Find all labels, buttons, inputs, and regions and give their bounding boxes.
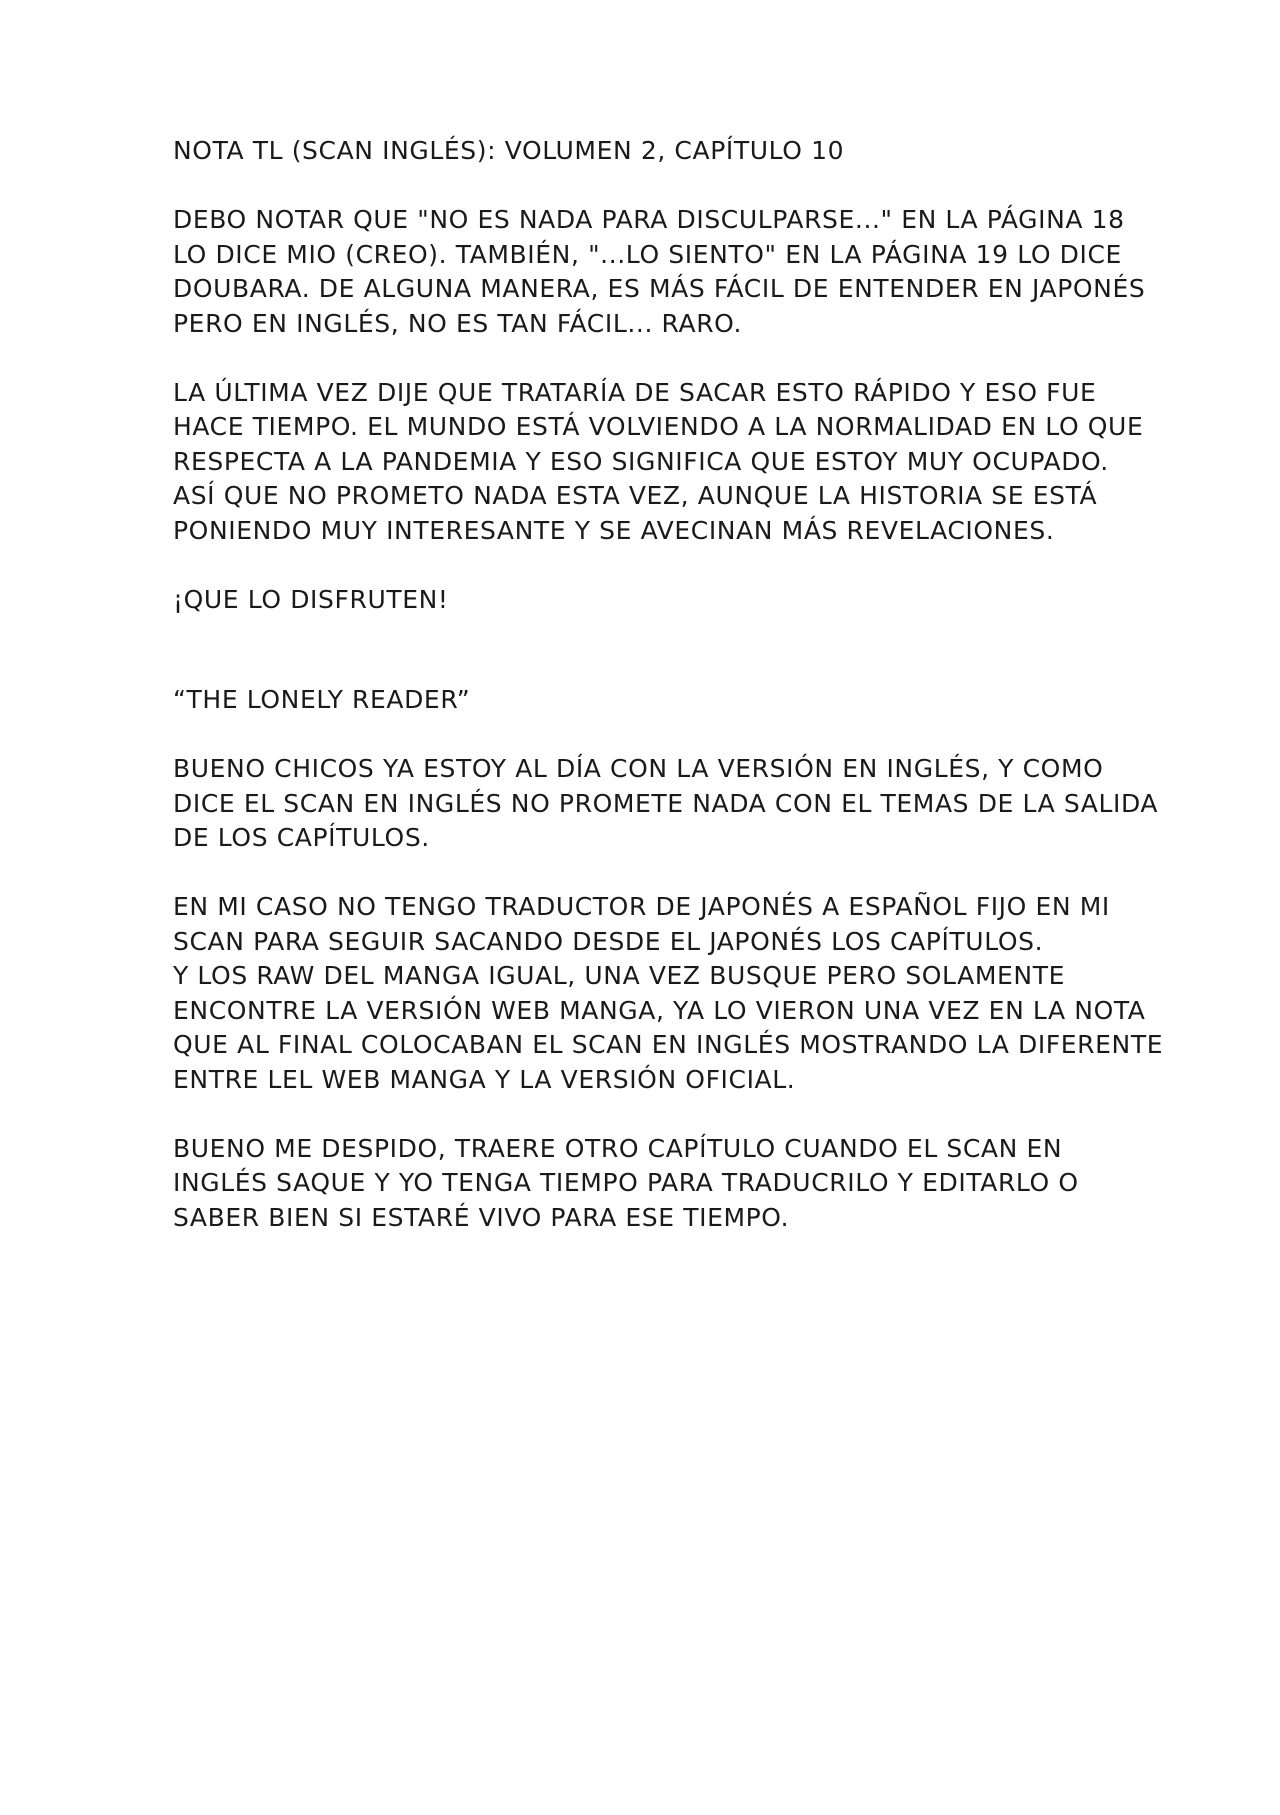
reader-heading bbox=[173, 683, 1123, 718]
text-line: ENCONTRE LA VERSIÓN WEB MANGA, YA LO VIERON UNA VEZ EN LA NOTA bbox=[173, 995, 1146, 1025]
tl-note-heading bbox=[173, 134, 1123, 169]
paragraph-gap bbox=[173, 1097, 1123, 1132]
text-line: DICE EL SCAN EN INGLÉS NO PROMETE NADA CON EL TEMAS DE LA SALIDA bbox=[173, 788, 1159, 818]
text-line: PONIENDO MUY INTERESANTE Y SE AVECINAN MÁS REVELACIONES. bbox=[173, 515, 1055, 545]
paragraph-gap bbox=[173, 718, 1123, 753]
text-line: SCAN PARA SEGUIR SACANDO DESDE EL JAPONÉS LOS CAPÍTULOS. bbox=[173, 926, 1044, 956]
reader-paragraph-3 bbox=[173, 1132, 1123, 1236]
reader-paragraph-1 bbox=[173, 752, 1159, 856]
reader-paragraph-2 bbox=[173, 890, 1164, 1097]
text-line: EN MI CASO NO TENGO TRADUCTOR DE JAPONÉS A ESPAÑOL FIJO EN MI bbox=[173, 892, 1110, 921]
paragraph-gap bbox=[173, 169, 1123, 204]
text-line: SABER BIEN SI ESTARÉ VIVO PARA ESE TIEMPO. bbox=[173, 1202, 790, 1232]
tl-note-paragraph-1 bbox=[173, 203, 1146, 341]
text-line: PERO EN INGLÉS, NO ES TAN FÁCIL... RARO. bbox=[173, 308, 742, 338]
text-line: INGLÉS SAQUE Y YO TENGA TIEMPO PARA TRADUCRILO Y EDITARLO O bbox=[173, 1168, 1079, 1197]
text-line: BUENO ME DESPIDO, TRAERE OTRO CAPÍTULO CUANDO EL SCAN EN bbox=[173, 1133, 1063, 1163]
text-line: RESPECTA A LA PANDEMIA Y ESO SIGNIFICA QUE ESTOY MUY OCUPADO. bbox=[173, 446, 1109, 476]
text-line: ASÍ QUE NO PROMETO NADA ESTA VEZ, AUNQUE LA HISTORIA SE ESTÁ bbox=[173, 481, 1098, 510]
text-line: “THE LONELY READER” bbox=[173, 685, 471, 714]
section-gap bbox=[173, 617, 1123, 683]
paragraph-gap bbox=[173, 548, 1123, 583]
text-line: BUENO CHICOS YA ESTOY AL DÍA CON LA VERSIÓN EN INGLÉS, Y COMO bbox=[173, 754, 1104, 783]
text-line: QUE AL FINAL COLOCABAN EL SCAN EN INGLÉS MOSTRANDO LA DIFERENTE bbox=[173, 1030, 1164, 1059]
text-line: DEBO NOTAR QUE "NO ES NADA PARA DISCULPARSE..." EN LA PÁGINA 18 bbox=[173, 205, 1125, 234]
text-line: DOUBARA. DE ALGUNA MANERA, ES MÁS FÁCIL DE ENTENDER EN JAPONÉS bbox=[173, 274, 1146, 303]
text-line: HACE TIEMPO. EL MUNDO ESTÁ VOLVIENDO A LA NORMALIDAD EN LO QUE bbox=[173, 412, 1144, 441]
text-line: ENTRE LEL WEB MANGA Y LA VERSIÓN OFICIAL. bbox=[173, 1064, 796, 1094]
text-line: LO DICE MIO (CREO). TAMBIÉN, "...LO SIENTO" EN LA PÁGINA 19 LO DICE bbox=[173, 239, 1122, 269]
tl-note-paragraph-2 bbox=[173, 376, 1144, 549]
paragraph-gap bbox=[173, 856, 1123, 891]
paragraph-gap bbox=[173, 341, 1123, 376]
tl-note-sign-off bbox=[173, 583, 1123, 618]
text-line: ¡QUE LO DISFRUTEN! bbox=[173, 584, 449, 614]
text-line: Y LOS RAW DEL MANGA IGUAL, UNA VEZ BUSQUE PERO SOLAMENTE bbox=[173, 961, 1065, 990]
text-line: LA ÚLTIMA VEZ DIJE QUE TRATARÍA DE SACAR ESTO RÁPIDO Y ESO FUE bbox=[173, 377, 1097, 407]
note-text-body bbox=[173, 134, 1164, 1235]
text-line: DE LOS CAPÍTULOS. bbox=[173, 823, 430, 852]
text-line: NOTA TL (SCAN INGLÉS): VOLUMEN 2, CAPÍTULO 10 bbox=[173, 136, 845, 165]
